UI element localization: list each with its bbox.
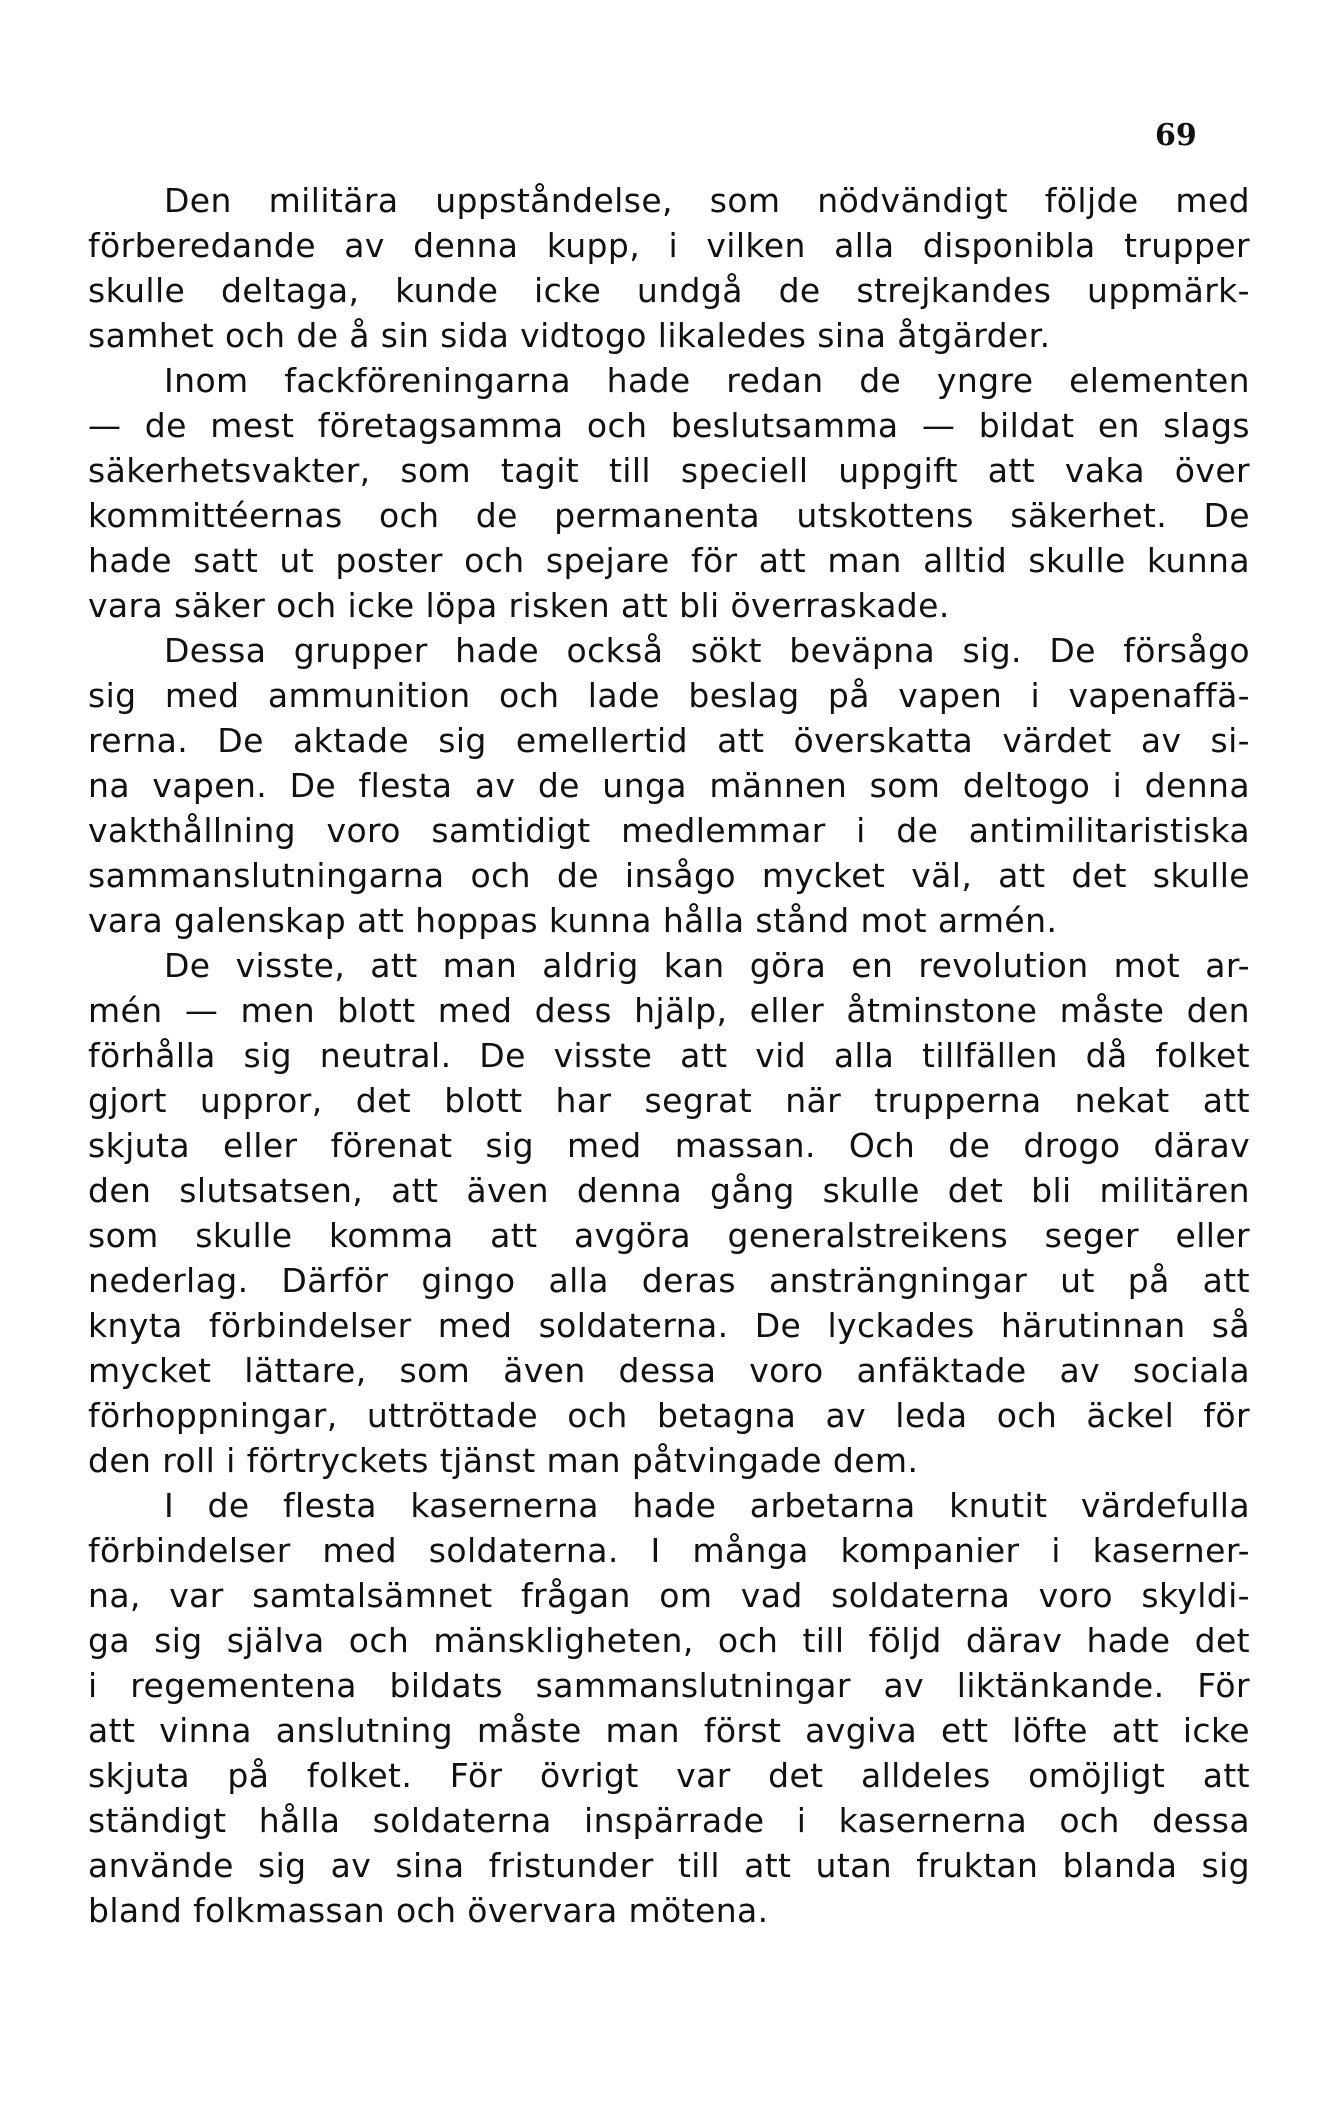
text-line: vara säker och icke löpa risken att bli överraskade. (88, 586, 950, 625)
text-line: sig med ammunition och lade beslag på vapen i vapenaffä- (88, 676, 1250, 715)
text-line: att vinna anslutning måste man först avgiva ett löfte att icke (88, 1711, 1250, 1750)
text-line: i regementena bildats sammanslutningar av liktänkande. För (88, 1666, 1250, 1705)
body-text (88, 178, 1250, 1933)
text-line: mén — men blott med dess hjälp, eller åtminstone måste den (88, 991, 1250, 1030)
text-line: De visste, att man aldrig kan göra en revolution mot ar- (164, 946, 1250, 985)
text-line: vakthållning voro samtidigt medlemmar i de antimilitaristiska (88, 811, 1250, 850)
text-line: na, var samtalsämnet frågan om vad soldaterna voro skyldi- (88, 1576, 1250, 1615)
text-line: förhålla sig neutral. De visste att vid alla tillfällen då folket (88, 1036, 1250, 1075)
text-line: skjuta på folket. För övrigt var det alldeles omöjligt att (88, 1756, 1250, 1795)
text-line: förhoppningar, uttröttade och betagna av leda och äckel för (88, 1396, 1250, 1435)
text-line: bland folkmassan och övervara mötena. (88, 1891, 769, 1930)
text-line: säkerhetsvakter, som tagit till speciell uppgift att vaka över (88, 451, 1250, 490)
text-line: knyta förbindelser med soldaterna. De lyckades härutinnan så (88, 1306, 1250, 1345)
text-line: Dessa grupper hade också sökt beväpna sig. De försågo (164, 631, 1250, 670)
text-line: na vapen. De flesta av de unga männen som deltogo i denna (88, 766, 1250, 805)
text-line: kommittéernas och de permanenta utskottens säkerhet. De (88, 496, 1250, 535)
text-line: samhet och de å sin sida vidtogo likaledes sina åtgärder. (88, 316, 1051, 355)
text-line: ständigt hålla soldaterna inspärrade i kasernerna och dessa (88, 1801, 1250, 1840)
text-line: gjort uppror, det blott har segrat när trupperna nekat att (88, 1081, 1250, 1120)
text-line: nederlag. Därför gingo alla deras ansträngningar ut på att (88, 1261, 1250, 1300)
text-line: ga sig själva och mänskligheten, och till följd därav hade det (88, 1621, 1250, 1660)
text-line: sammanslutningarna och de insågo mycket väl, att det skulle (88, 856, 1250, 895)
text-line: den roll i förtryckets tjänst man påtvingade dem. (88, 1441, 919, 1480)
text-line: hade satt ut poster och spejare för att man alltid skulle kunna (88, 541, 1250, 580)
text-line: skulle deltaga, kunde icke undgå de strejkandes uppmärk- (88, 271, 1250, 310)
text-line: vara galenskap att hoppas kunna hålla stånd mot armén. (88, 901, 1058, 940)
text-line: Den militära uppståndelse, som nödvändigt följde med (164, 181, 1250, 220)
text-line: använde sig av sina fristunder till att utan fruktan blanda sig (88, 1846, 1250, 1885)
text-line: rerna. De aktade sig emellertid att överskatta värdet av si- (88, 721, 1250, 760)
text-line: Inom fackföreningarna hade redan de yngre elementen (164, 361, 1250, 400)
text-line: I de flesta kasernerna hade arbetarna knutit värdefulla (164, 1486, 1250, 1525)
page-number: 69 (1155, 118, 1197, 153)
text-line: den slutsatsen, att även denna gång skulle det bli militären (88, 1171, 1250, 1210)
text-line: mycket lättare, som även dessa voro anfäktade av sociala (88, 1351, 1250, 1390)
text-line: förberedande av denna kupp, i vilken alla disponibla trupper (88, 226, 1250, 265)
text-line: som skulle komma att avgöra generalstreikens seger eller (88, 1216, 1250, 1255)
text-line: förbindelser med soldaterna. I många kompanier i kaserner- (88, 1531, 1250, 1570)
text-line: — de mest företagsamma och beslutsamma — bildat en slags (88, 406, 1250, 445)
text-line: skjuta eller förenat sig med massan. Och de drogo därav (88, 1126, 1250, 1165)
